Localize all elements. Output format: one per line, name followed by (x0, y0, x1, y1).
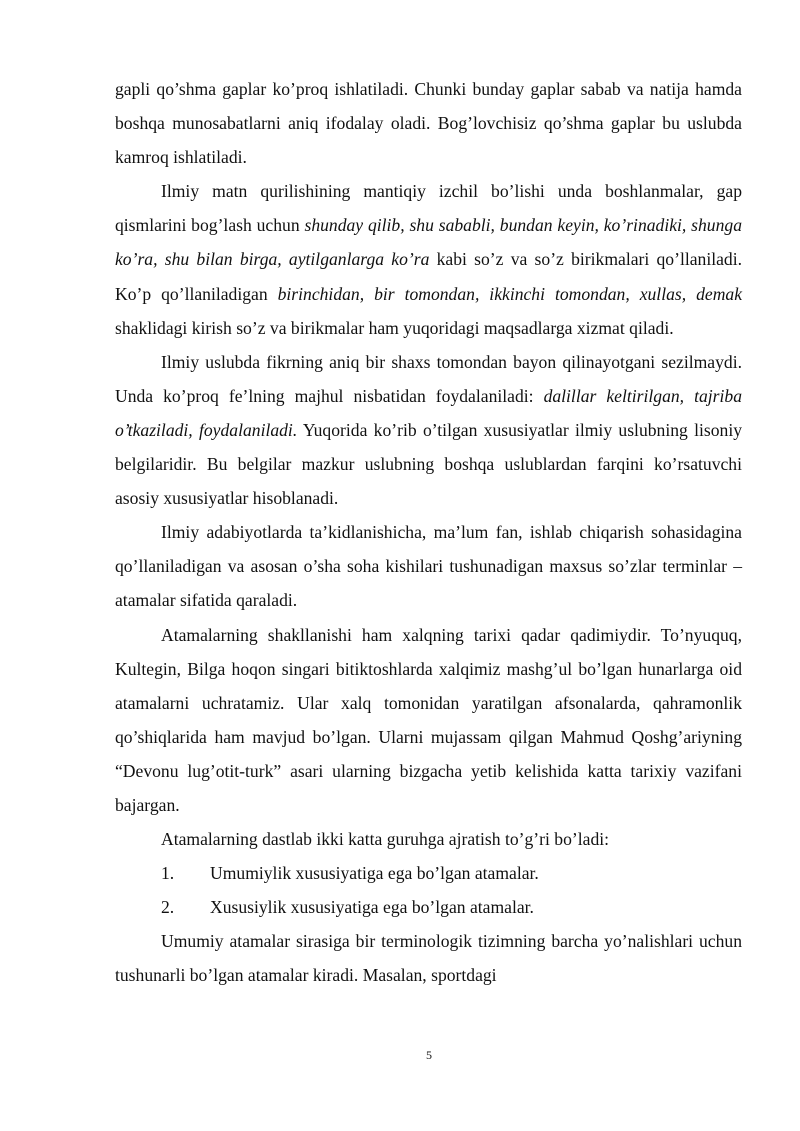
list-item-number: 1. (161, 863, 175, 884)
paragraph-2-text-c: kabi so’z va so’z birikmalari qo’llaniladi. Ko’p qo’llaniladigan (115, 249, 742, 304)
list-item (115, 890, 742, 924)
paragraph-4: Ilmiy adabiyotlarda ta’kidlanishicha, ma’lum fan, ishlab chiqarish sohasidagina qo’llaniladigan va asosan o’sha soha kishilari tushunadigan maxsus so’zlar terminlar – atamalar sifatida qaraladi. (115, 522, 742, 611)
paragraph-7: Umumiy atamalar sirasiga bir terminologik tizimning barcha yo’nalishlari uchun tushunarli bo’lgan atamalar kiradi. Masalan, sportdagi (115, 931, 742, 986)
paragraph-2-italic-connectives: shunday qilib, shu sababli, bundan keyin, ko’rinadiki, shunga ko’ra, shu bilan birga, aytilganlarga ko’ra (115, 215, 742, 270)
paragraph-2 (115, 174, 742, 344)
paragraph-2-text-a: Ilmiy matn qurilishining mantiqiy izchil bo’lishi unda boshlanmalar, gap qismlarini bog’lash uchun (115, 181, 742, 236)
paragraph-2-italic-introductory: birinchidan, bir tomondan, ikkinchi tomondan, xullas, demak (277, 283, 743, 304)
paragraph-3-text-c: Yuqorida ko’rib o’tilgan xususiyatlar ilmiy uslubning lisoniy belgilaridir. Bu belgilar mazkur uslubning boshqa uslublardan farqini ko’rsatuvchi asosiy xususiyatlar hisoblanadi. (115, 419, 743, 509)
list-item-text: Xususiylik xususiyatiga ega bo’lgan atamalar. (210, 897, 534, 918)
paragraph-3-italic-examples: dalillar keltirilgan, tajriba o’tkaziladi, foydalaniladi. (115, 385, 742, 440)
list-item (115, 856, 742, 890)
body-text (115, 72, 742, 993)
paragraph-3-text-a: Ilmiy uslubda fikrning aniq bir shaxs tomondan bayon qilinayotgani sezilmaydi. Unda ko’proq fe’lning majhul nisbatidan foydalaniladi: (115, 351, 742, 406)
paragraph-6: Atamalarning dastlab ikki katta guruhga ajratish to’g’ri bo’ladi: (161, 829, 610, 850)
list-item-number: 2. (161, 897, 175, 918)
paragraph-3 (115, 345, 742, 515)
paragraph-2-text-e: shaklidagi kirish so’z va birikmalar ham yuqoridagi maqsadlarga xizmat qiladi. (115, 317, 674, 338)
list-item-text: Umumiylik xususiyatiga ega bo’lgan atamalar. (210, 863, 539, 884)
paragraph-1: gapli qo’shma gaplar ko’proq ishlatiladi. Chunki bunday gaplar sabab va natija hamda boshqa munosabatlarni aniq ifodalay oladi. Bog’lovchisiz qo’shma gaplar bu uslubda kamroq ishlatiladi. (115, 79, 742, 168)
page-number: 5 (426, 1048, 432, 1062)
paragraph-5: Atamalarning shakllanishi ham xalqning tarixi qadar qadimiydir. To’nyuquq, Kultegin, Bilga hoqon singari bitiktoshlarda xalqimiz mashg’ul bo’lgan hunarlarga oid atamalarni uchratamiz. Ular xalq tomonidan yaratilgan afsonalarda, qahramonlik qo’shiqlarida ham mavjud bo’lgan. Ularni mujassam qilgan Mahmud Qoshg’ariyning “Devonu lug’otit-turk” asari ularning bizgacha yetib kelishida katta tarixiy vazifani bajargan. (115, 624, 742, 815)
